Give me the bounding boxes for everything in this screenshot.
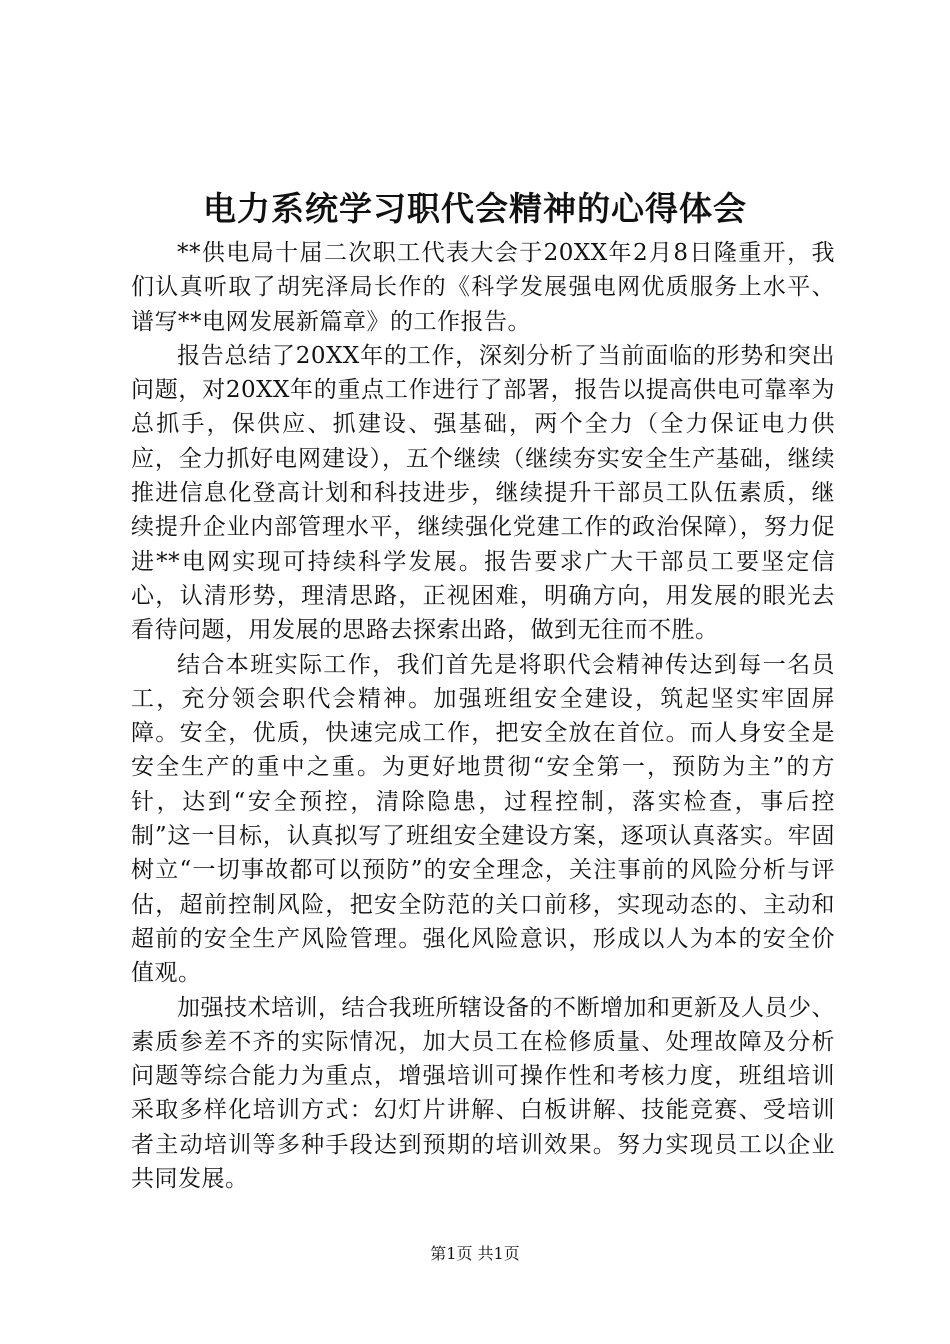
paragraph-2: 报告总结了20XX年的工作，深刻分析了当前面临的形势和突出问题，对20XX年的重点工作进行了部署，报告以提高供电可靠率为总抓手，保供应、抓建设、强基础，两个全力（全力保证电力供应，全力抓好电网建设），五个继续（继续夯实安全生产基础，继续推进信息化登高计划和科技进步，继续提升干部员工队伍素质，继续提升企业内部管理水平，继续强化党建工作的政治保障），努力促进**电网实现可持续科学发展。报告要求广大干部员工要坚定信心，认清形势，理清思路，正视困难，明确方向，用发展的眼光去看待问题，用发展的思路去探索出路，做到无往而不胜。 bbox=[131, 342, 835, 644]
paragraph-3: 结合本班实际工作，我们首先是将职代会精神传达到每一名员工，充分领会职代会精神。加强班组安全建设，筑起坚实牢固屏障。安全，优质，快速完成工作，把安全放在首位。而人身安全是安全生产的重中之重。为更好地贯彻“安全第一，预防为主”的方针，达到“安全预控，清除隐患，过程控制，落实检查，事后控制”这一目标，认真拟写了班组安全建设方案，逐项认真落实。牢固树立“一切事故都可以预防”的安全理念，关注事前的风险分析与评估，超前控制风险，把安全防范的关口前移，实现动态的、主动和超前的安全生产风险管理。强化风险意识，形成以人为本的安全价值观。 bbox=[131, 651, 835, 987]
document-body bbox=[131, 236, 835, 1196]
paragraph-4: 加强技术培训，结合我班所辖设备的不断增加和更新及人员少、素质参差不齐的实际情况，加大员工在检修质量、处理故障及分析问题等综合能力为重点，增强培训可操作性和考核力度，班组培训采取多样化培训方式：幻灯片讲解、白板讲解、技能竞赛、受培训者主动培训等多种手段达到预期的培训效果。努力实现员工以企业共同发展。 bbox=[131, 994, 835, 1193]
paragraph-1: **供电局十届二次职工代表大会于20XX年2月8日隆重开，我们认真听取了胡宪泽局长作的《科学发展强电网优质服务上水平、谱写**电网发展新篇章》的工作报告。 bbox=[131, 240, 835, 335]
document-title: 电力系统学习职代会精神的心得体会 bbox=[203, 189, 747, 228]
page-number-footer: 第1页 共1页 bbox=[430, 1244, 520, 1263]
